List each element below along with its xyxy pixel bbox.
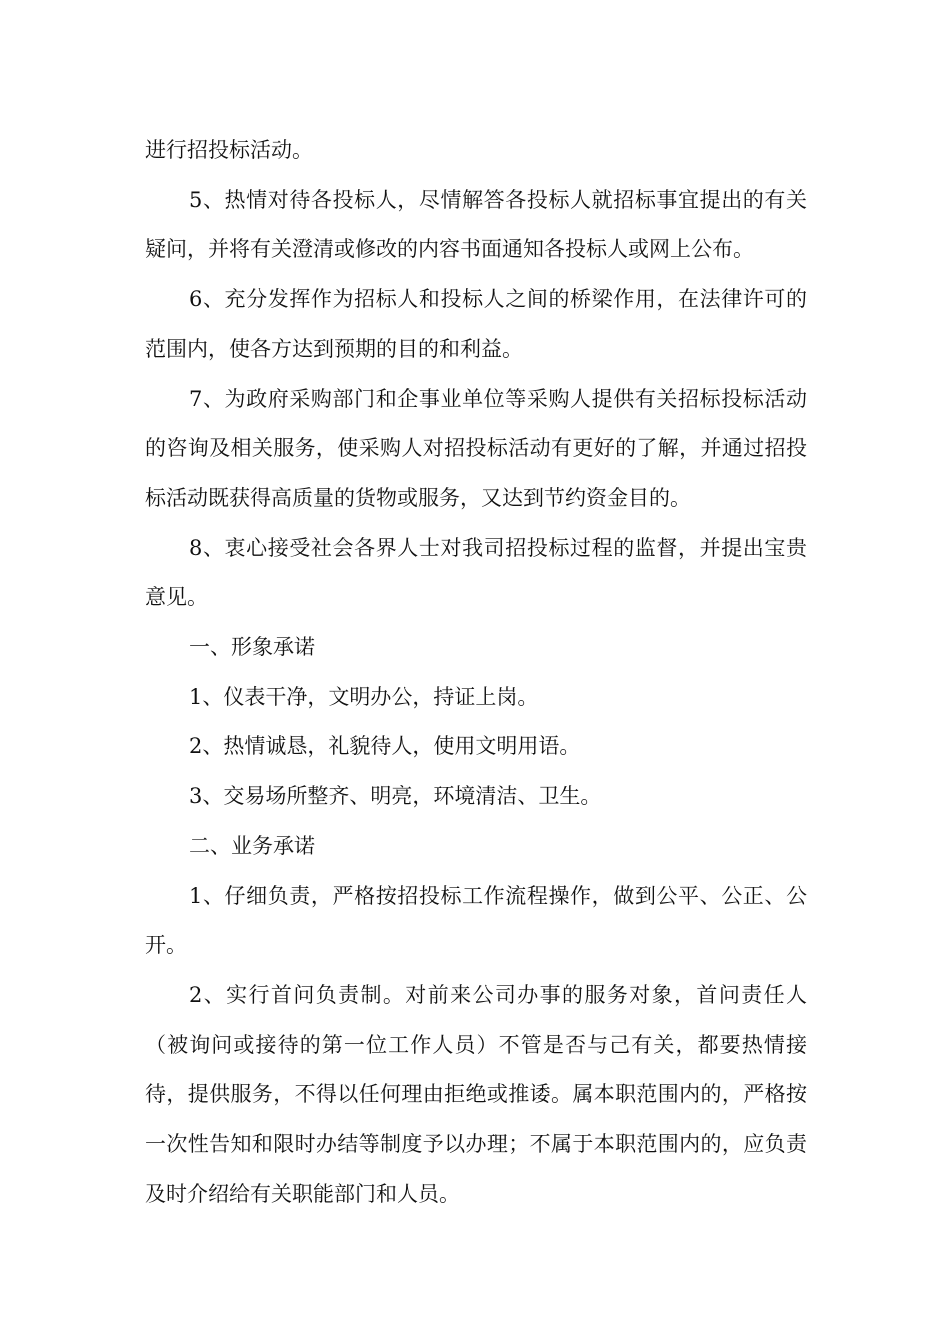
paragraph-item-6: 6、充分发挥作为招标人和投标人之间的桥梁作用，在法律许可的范围内，使各方达到预期的目的和利益。 [145, 287, 807, 361]
paragraph-item-8: 8、衷心接受社会各界人士对我司招投标过程的监督，并提出宝贵意见。 [145, 535, 807, 610]
document-page [145, 126, 807, 1219]
section-heading-business-commitment: 二、业务承诺 [189, 833, 315, 858]
paragraph-item-7: 7、为政府采购部门和企事业单位等采购人提供有关招标投标活动的咨询及相关服务，使采购人对招投标活动有更好的了解，并通过招投标活动既获得高质量的货物或服务，又达到节约资金目的。 [145, 386, 807, 510]
paragraph-image-item-3: 3、交易场所整齐、明亮，环境清洁、卫生。 [189, 784, 602, 809]
paragraph-image-item-1: 1、仪表干净，文明办公，持证上岗。 [189, 684, 539, 709]
paragraph-business-item-2: 2、实行首问负责制。对前来公司办事的服务对象，首问责任人（被询问或接待的第一位工作人员）不管是否与己有关，都要热情接待，提供服务，不得以任何理由拒绝或推诿。属本职范围内的，严格按一次性告知和限时办结等制度予以办理；不属于本职范围内的，应负责及时介绍给有关职能部门和人员。 [145, 982, 807, 1206]
paragraph-image-item-2: 2、热情诚恳，礼貌待人，使用文明用语。 [189, 734, 581, 759]
paragraph-continuation: 进行招投标活动。 [145, 138, 313, 162]
paragraph-business-item-1: 1、仔细负责，严格按招投标工作流程操作，做到公平、公正、公开。 [145, 883, 807, 958]
paragraph-item-5: 5、热情对待各投标人，尽情解答各投标人就招标事宜提出的有关疑问，并将有关澄清或修改的内容书面通知各投标人或网上公布。 [145, 187, 807, 262]
section-heading-image-commitment: 一、形象承诺 [189, 635, 315, 660]
